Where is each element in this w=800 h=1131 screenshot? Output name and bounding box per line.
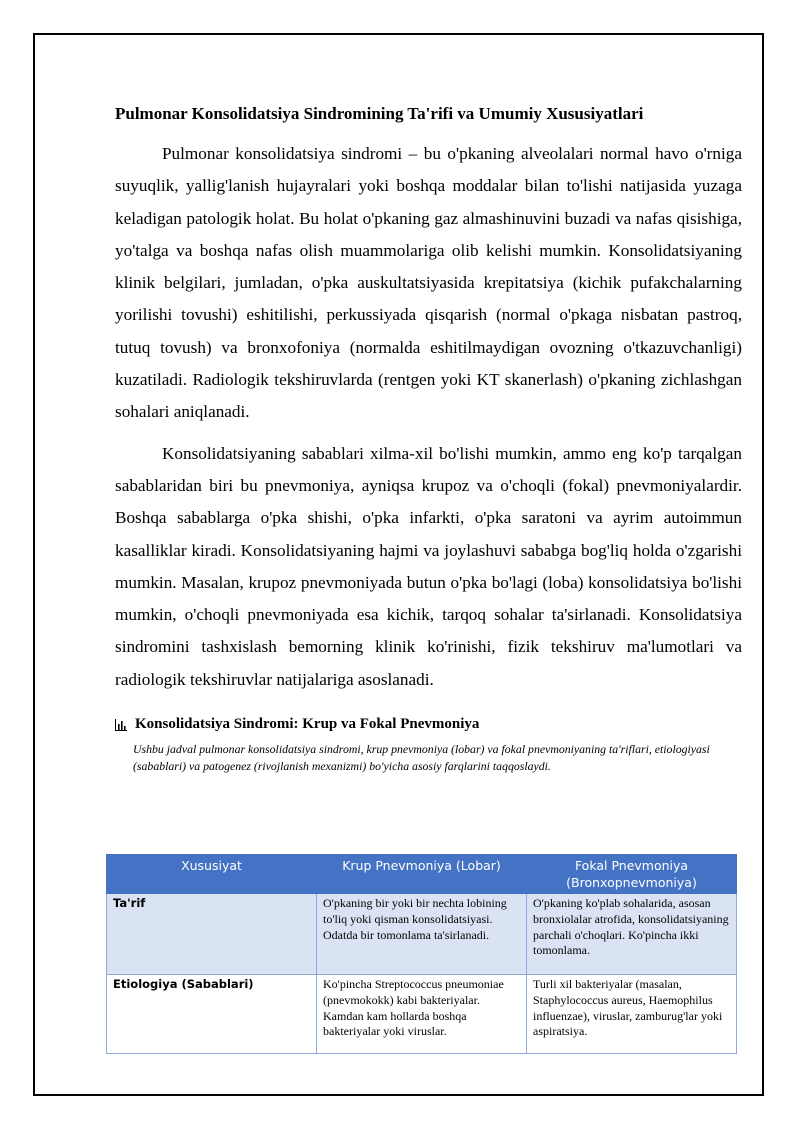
krup-cell: Ko'pincha Streptococcus pneumoniae (pnevmokokk) kabi bakteriyalar. Kamdan kam hollarda boshqa bakteriyalar yoki viruslar. [317,975,527,1054]
fokal-cell: Turli xil bakteriyalar (masalan, Staphylococcus aureus, Haemophilus influenzae), viruslar, zamburug'lar yoki aspiratsiya. [527,975,737,1054]
fokal-cell: O'pkaning ko'plab sohalarida, asosan bronxiolalar atrofida, konsolidatsiyaning parchali o'choqlari. Ko'pincha ikki tomonlama. [527,894,737,975]
column-header-fokal: Fokal Pnevmoniya (Bronxopnevmoniya) [527,855,737,894]
table-title-row [115,716,742,733]
column-header-krup: Krup Pnevmoniya (Lobar) [317,855,527,894]
comparison-table [106,854,737,1054]
table-row [107,975,737,1054]
document-body [115,96,742,775]
section-heading: Pulmonar Konsolidatsiya Sindromining Ta'rifi va Umumiy Xususiyatlari [115,104,644,123]
krup-cell: O'pkaning bir yoki bir nechta lobining to'liq yoki qisman konsolidatsiyasi. Odatda bir tomonlama ta'sirlanadi. [317,894,527,975]
column-header-feature: Xususiyat [107,855,317,894]
table-title: Konsolidatsiya Sindromi: Krup va Fokal Pnevmoniya [135,716,480,733]
table-caption: Ushbu jadval pulmonar konsolidatsiya sindromi, krup pnevmoniya (lobar) va fokal pnevmoniyaning ta'riflari, etiologiyasi (sabablari) va patogenez (rivojlanish mexanizmi) bo'yicha asosiy farqlarini taqqoslaydi. [133,742,710,774]
bar-chart-icon [115,719,127,731]
table-header-row [107,855,737,894]
row-feature-cell: Etiologiya (Sabablari) [107,975,317,1054]
table-row [107,894,737,975]
row-feature-cell: Ta'rif [107,894,317,975]
paragraph-causes: Konsolidatsiyaning sabablari xilma-xil bo'lishi mumkin, ammo eng ko'p tarqalgan sabablaridan biri bu pnevmoniya, ayniqsa krupoz va o'choqli (fokal) pnevmoniyalardir. Boshqa sabablarga o'pka shishi, o'pka infarkti, o'pka saratoni va ayrim autoimmun kasalliklar kiradi. Konsolidatsiyaning hajmi va joylashuvi sababga bog'liq holda o'zgarishi mumkin. Masalan, krupoz pnevmoniyada butun o'pka bo'lagi (loba) konsolidatsiya bo'lishi mumkin, o'choqli pnevmoniyada esa kichik, tarqoq sohalar ta'sirlanadi. Konsolidatsiya sindromini tashxislash bemorning klinik ko'rinishi, fizik tekshiruv ma'lumotlari va radiologik tekshiruvlar natijalariga asoslanadi. [115,443,742,689]
paragraph-definition: Pulmonar konsolidatsiya sindromi – bu o'pkaning alveolalari normal havo o'rniga suyuqlik, yallig'lanish hujayralari yoki boshqa moddalar bilan to'lishi natijasida yuzaga keladigan patologik holat. Bu holat o'pkaning gaz almashinuvini buzadi va nafas qisishiga, yo'talga va boshqa nafas olish muammolariga olib kelishi mumkin. Konsolidatsiyaning klinik belgilari, jumladan, o'pka auskultatsiyasida krepitatsiya (kichik pufakchalarning yorilishi tovushi) eshitilishi, perkussiyada qisqarish (normal o'pkaga nisbatan pastroq, tutuq tovush) va bronxofoniya (normalda eshitilmaydigan ovozning o'tkazuvchanligi) kuzatiladi. Radiologik tekshiruvlarda (rentgen yoki KT skanerlash) o'pkaning zichlashgan sohalari aniqlanadi. [115,144,742,422]
